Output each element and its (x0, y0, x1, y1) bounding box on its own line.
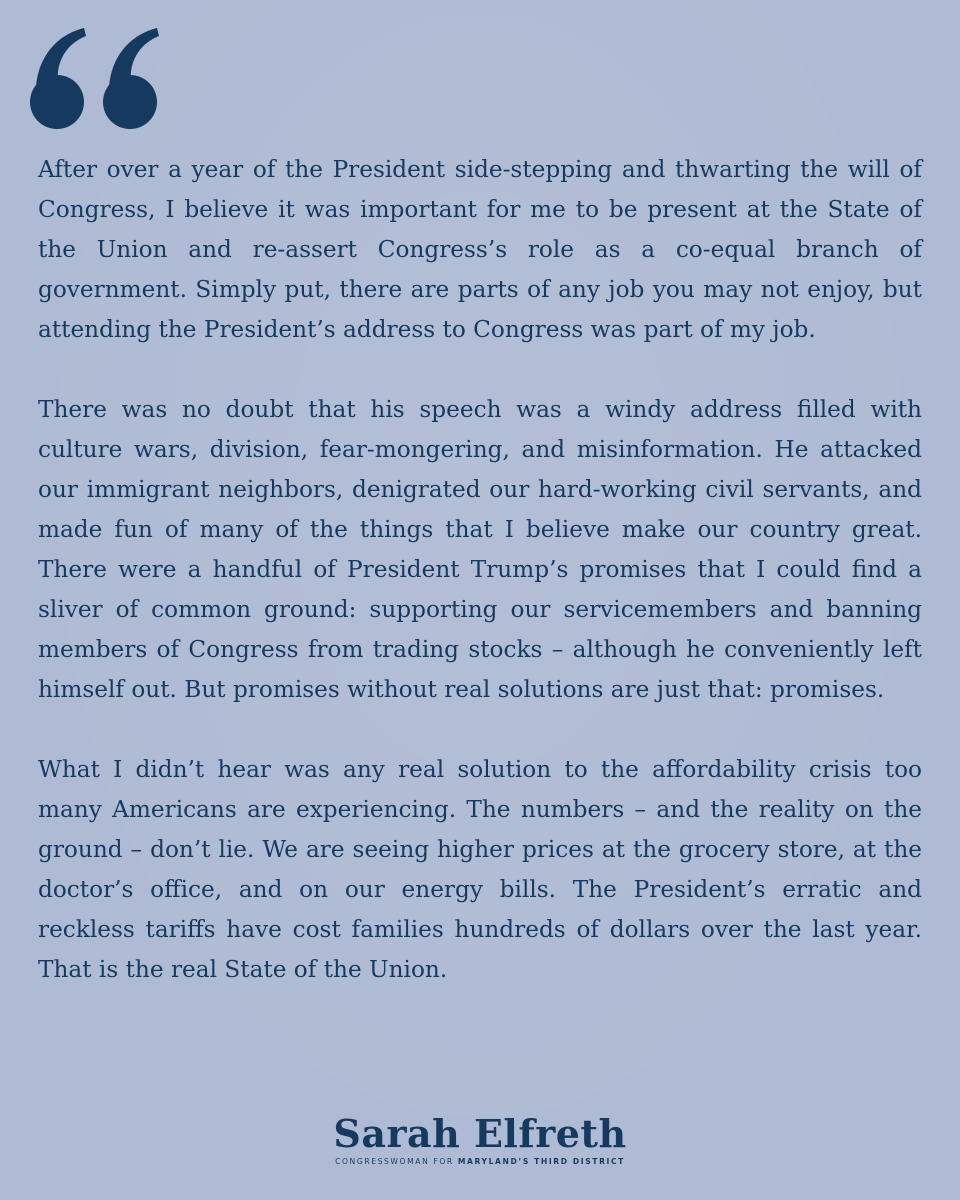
statement-paragraph-1: After over a year of the President side-stepping and thwarting the will of Congress, I believe it was important for me to be present at the State of the Union and re-assert Congress’s role as a co-equal branch of government. Simply put, there are parts of any job you may not enjoy, but attending the President’s address to Congress was part of my job. (38, 156, 922, 343)
opening-quote-icon (26, 24, 166, 134)
signature-title-district: MARYLAND’S THIRD DISTRICT (457, 1157, 625, 1166)
statement-paragraph-2: There was no doubt that his speech was a windy address filled with culture wars, division, fear-mongering, and misinformation. He attacked our immigrant neighbors, denigrated our hard-working civil servants, and made fun of many of the things that I believe make our country great. There were a handful of President Trump’s promises that I could find a sliver of common ground: supporting our servicemembers and banning members of Congress from trading stocks – although he conveniently left himself out. But promises without real solutions are just that: promises. (38, 396, 922, 703)
signature-title (280, 1156, 680, 1168)
signature-title-prefix: CONGRESSWOMAN FOR (335, 1157, 458, 1166)
statement-body (38, 150, 922, 1030)
signature-name: Sarah Elfreth (333, 1111, 627, 1156)
statement-paragraph-3: What I didn’t hear was any real solution to the affordability crisis too many Americans are experiencing. The numbers – and the reality on the ground – don’t lie. We are seeing higher prices at the grocery store, at the doctor’s office, and on our energy bills. The President’s erratic and reckless tariffs have cost families hundreds of dollars over the last year. That is the real State of the Union. (38, 756, 922, 983)
signature-block (280, 1112, 680, 1168)
